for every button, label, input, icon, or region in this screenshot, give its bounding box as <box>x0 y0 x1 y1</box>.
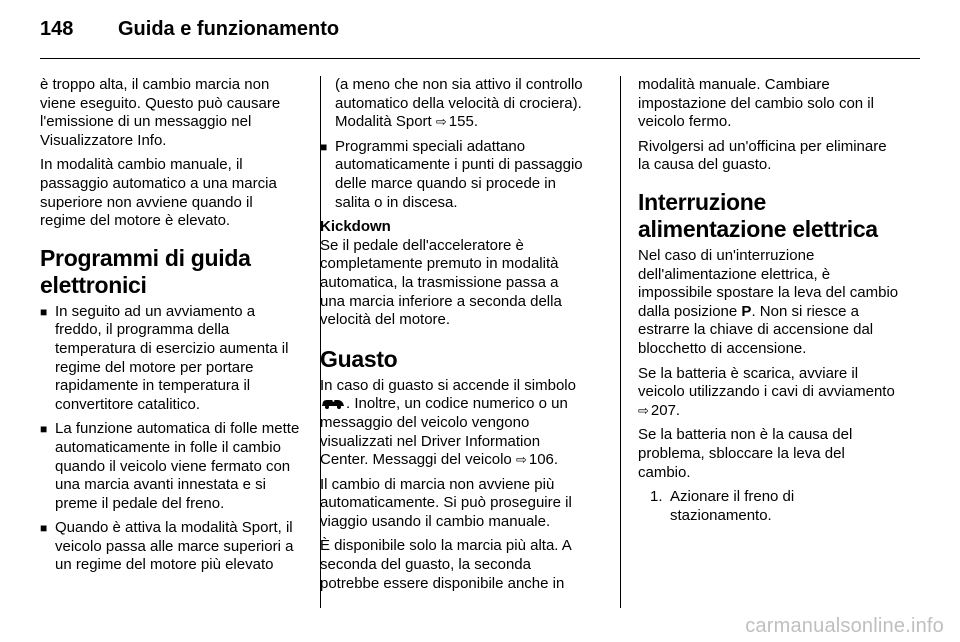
car-fault-icon <box>320 397 346 409</box>
paragraph: Se il pedale dell'acceleratore è completamente premuto in modalità automatica, la trasmissione passa a una marcia inferiore a seconda della velocità del motore. <box>320 236 562 329</box>
bullet-icon: ■ <box>40 422 48 437</box>
watermark: carmanualsonline.info <box>745 615 944 637</box>
paragraph <box>638 365 900 421</box>
text-segment: In caso di guasto si accende il simbolo <box>320 376 576 394</box>
page-ref-arrow-icon: ⇨ <box>435 114 447 130</box>
list-item <box>320 76 584 132</box>
bullet-icon: ■ <box>320 139 328 154</box>
heading-programmi: Programmi di guida elettronici <box>40 244 251 298</box>
list-item <box>320 138 584 212</box>
text-segment: . Non si riesce a estrarre la chiave di accensione dal blocchetto di accensione. <box>638 302 874 357</box>
paragraph: è troppo alta, il cambio marcia non viene eseguito. Questo può causare l'emissione di un messaggio nel Visualizzatore Info. <box>40 76 281 149</box>
list-item-text: In seguito ad un avviamento a freddo, il programma della temperatura di esercizio aumenta il regime del motore per portare rapidamente in temperatura il convertitore catalitico. <box>55 302 289 413</box>
text-segment: Nel caso di un'interruzione dell'alimentazione elettrica, è impossibile spostare la leva del cambio dalla posizione <box>638 246 899 320</box>
paragraph: È disponibile solo la marcia più alta. A seconda del guasto, la seconda potrebbe essere disponibile anche in <box>320 537 571 592</box>
page-ref-arrow-icon: ⇨ <box>638 402 649 418</box>
column-divider-2 <box>620 76 621 608</box>
bullet-icon: ■ <box>40 521 48 536</box>
column-middle <box>320 76 584 599</box>
paragraph <box>320 377 584 470</box>
gear-position-label: P <box>741 302 752 320</box>
column-right <box>638 76 900 531</box>
page-ref[interactable]: 207. <box>650 401 681 419</box>
section-title: Guida e funzionamento <box>118 18 340 40</box>
header-rule <box>40 58 920 59</box>
paragraph: modalità manuale. Cambiare impostazione del cambio solo con il veicolo fermo. <box>638 76 874 131</box>
page-header <box>40 18 920 52</box>
numbered-list <box>638 488 900 525</box>
heading-guasto: Guasto <box>320 345 398 372</box>
bullet-list <box>40 303 302 575</box>
column-left <box>40 76 302 581</box>
bullet-icon: ■ <box>40 304 48 319</box>
paragraph: Se la batteria non è la causa del problema, sbloccare la leva del cambio. <box>638 426 853 481</box>
bullet-list <box>320 76 584 212</box>
paragraph: Il cambio di marcia non avviene più automaticamente. Si può proseguire il viaggio usando il cambio manuale. <box>320 475 572 530</box>
text-segment: . Inoltre, un codice numerico o un messaggio del veicolo vengono visualizzati nel Driver Information Center. Messaggi del veicolo <box>320 395 568 469</box>
paragraph <box>638 247 900 359</box>
list-item <box>40 420 302 513</box>
heading-kickdown: Kickdown <box>320 218 391 236</box>
list-item-text: Azionare il freno di stazionamento. <box>670 488 795 524</box>
list-item <box>40 303 302 415</box>
list-item-text: La funzione automatica di folle mette automaticamente in folle il cambio quando il veicolo viene fermato con una marcia avanti innestata e si preme il pedale del freno. <box>55 420 300 512</box>
page-number: 148 <box>40 18 74 40</box>
page-ref[interactable]: 155. <box>448 113 478 131</box>
heading-interruzione: Interruzione alimentazione elettrica <box>638 188 878 242</box>
page-ref[interactable]: 106. <box>528 451 559 469</box>
list-item <box>650 488 900 525</box>
paragraph: Rivolgersi ad un'officina per eliminare la causa del guasto. <box>638 137 887 174</box>
paragraph: In modalità cambio manuale, il passaggio automatico a una marcia superiore non avviene quando il regime del motore è elevato. <box>40 156 277 230</box>
text-segment: Se la batteria è scarica, avviare il veicolo utilizzando i cavi di avviamento <box>638 364 895 401</box>
list-item-text: (a meno che non sia attivo il controllo automatico della velocità di crociera). Modalità Sport <box>335 76 583 131</box>
page-ref-arrow-icon: ⇨ <box>515 452 527 468</box>
list-item <box>40 519 302 575</box>
step-number: 1. <box>650 488 663 506</box>
list-item-text: Programmi speciali adattano automaticamente i punti di passaggio delle marce quando si procede in salita o in discesa. <box>335 137 583 211</box>
list-item-text: Quando è attiva la modalità Sport, il veicolo passa alle marce superiori a un regime del motore più elevato <box>55 519 294 574</box>
